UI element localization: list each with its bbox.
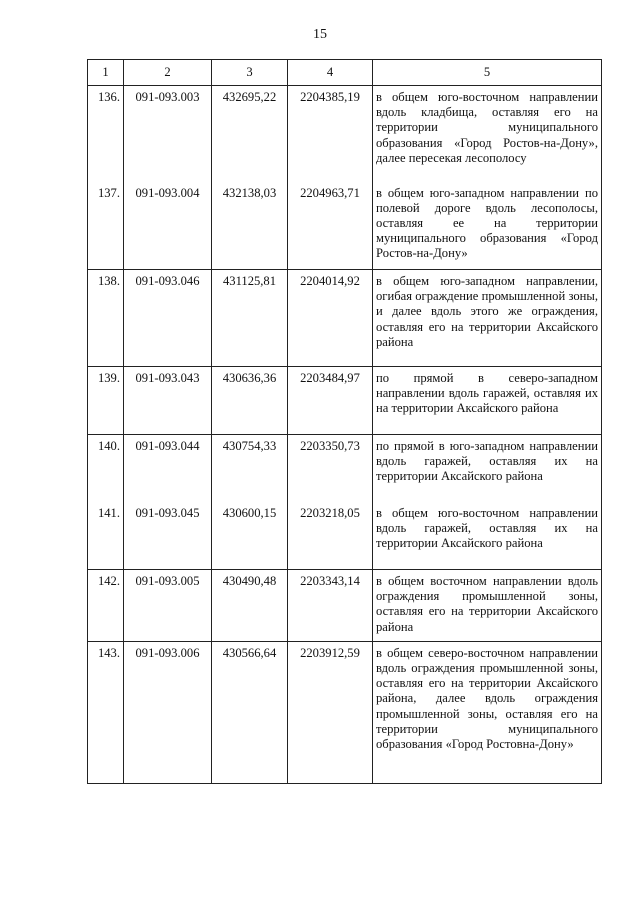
coordinate-y: 2204014,92 [288, 270, 373, 367]
coordinate-x: 430566,64 [212, 641, 288, 783]
row-number: 142. [88, 570, 124, 642]
direction-description: в общем восточном направлении вдоль ограждения промышленной зоны, оставляя его на территории Аксайского района [373, 570, 602, 642]
coordinate-y: 2204963,71 [288, 182, 373, 270]
direction-description: в общем северо-восточном направлении вдоль ограждения промышленной зоны, оставляя его на территории Аксайского района, далее вдоль ограждения промышленной зоны, оставляя его на территории муниципального образования «Город Ростовна-Дону» [373, 641, 602, 783]
coordinate-y: 2203343,14 [288, 570, 373, 642]
coordinate-x: 430600,15 [212, 502, 288, 570]
direction-description: в общем юго-восточном направлении вдоль гаражей, оставляя их на территории Аксайского района [373, 502, 602, 570]
direction-description: по прямой в северо-западном направлении вдоль гаражей, оставляя их на территории Аксайского района [373, 367, 602, 435]
table-row [88, 502, 602, 570]
direction-description: в общем юго-западном направлении, огибая ограждение промышленной зоны, и далее вдоль этого же ограждения, оставляя его на территории Аксайского района [373, 270, 602, 367]
page-number: 15 [313, 27, 327, 42]
table-row [88, 570, 602, 642]
table-row [88, 182, 602, 270]
direction-description: в общем юго-восточном направлении вдоль кладбища, оставляя его на территории муниципального образования «Город Ростов-на-Дону», далее пересекая лесополосу [373, 86, 602, 182]
coordinate-x: 430636,36 [212, 367, 288, 435]
point-code: 091-093.003 [124, 86, 212, 182]
table-row [88, 367, 602, 435]
row-number: 141. [88, 502, 124, 570]
row-number: 143. [88, 641, 124, 783]
direction-description: по прямой в юго-западном направлении вдоль гаражей, оставляя их на территории Аксайского района [373, 435, 602, 502]
row-number: 140. [88, 435, 124, 502]
column-header: 3 [212, 60, 288, 86]
table-row [88, 270, 602, 367]
direction-description: в общем юго-западном направлении по полевой дороге вдоль лесополосы, оставляя ее на территории муниципального образования «Город Ростов-на-Дону» [373, 182, 602, 270]
table-row [88, 86, 602, 182]
coordinate-x: 431125,81 [212, 270, 288, 367]
row-number: 139. [88, 367, 124, 435]
boundary-points-table [87, 59, 602, 784]
column-header: 5 [373, 60, 602, 86]
table-header-row [88, 60, 602, 86]
coordinate-x: 430754,33 [212, 435, 288, 502]
point-code: 091-093.006 [124, 641, 212, 783]
coordinate-y: 2203350,73 [288, 435, 373, 502]
coordinate-y: 2203218,05 [288, 502, 373, 570]
point-code: 091-093.045 [124, 502, 212, 570]
point-code: 091-093.004 [124, 182, 212, 270]
table-row [88, 641, 602, 783]
row-number: 137. [88, 182, 124, 270]
row-number: 138. [88, 270, 124, 367]
point-code: 091-093.046 [124, 270, 212, 367]
point-code: 091-093.044 [124, 435, 212, 502]
column-header: 2 [124, 60, 212, 86]
point-code: 091-093.005 [124, 570, 212, 642]
coordinate-y: 2203484,97 [288, 367, 373, 435]
coordinate-x: 430490,48 [212, 570, 288, 642]
column-header: 1 [88, 60, 124, 86]
coordinate-x: 432138,03 [212, 182, 288, 270]
column-header: 4 [288, 60, 373, 86]
coordinate-y: 2204385,19 [288, 86, 373, 182]
point-code: 091-093.043 [124, 367, 212, 435]
coordinate-x: 432695,22 [212, 86, 288, 182]
table-row [88, 435, 602, 502]
coordinate-y: 2203912,59 [288, 641, 373, 783]
row-number: 136. [88, 86, 124, 182]
